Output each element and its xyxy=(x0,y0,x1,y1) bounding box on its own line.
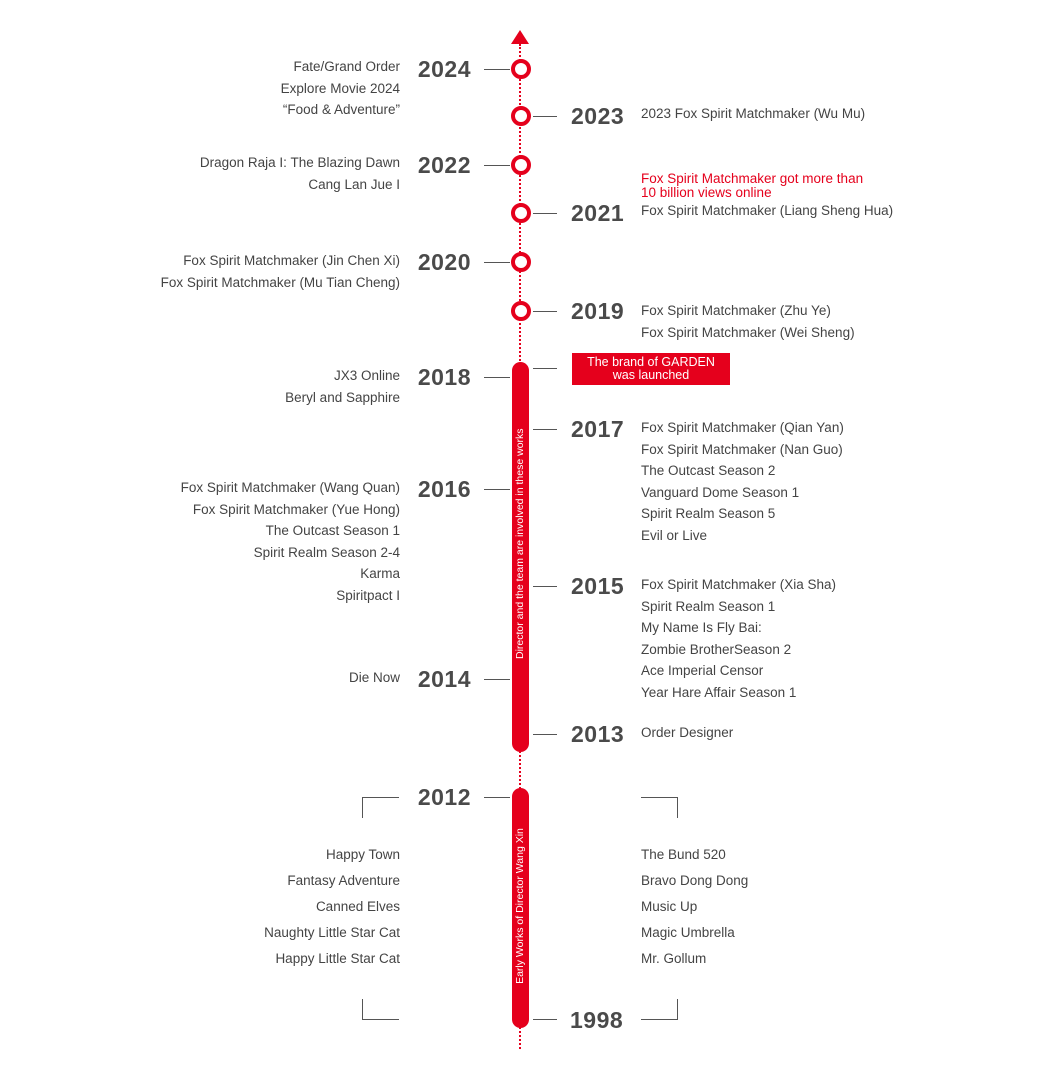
work-item: 2023 Fox Spirit Matchmaker (Wu Mu) xyxy=(641,106,866,121)
work-item: Spiritpact I xyxy=(336,587,400,603)
timeline-node-2021 xyxy=(511,203,531,223)
work-item: Zombie BrotherSeason 2 xyxy=(641,641,792,657)
year-label-2024: 2024 xyxy=(417,56,471,82)
work-item: “Food & Adventure” xyxy=(282,102,400,118)
year-tick-2022 xyxy=(484,165,510,166)
works-list-2019 xyxy=(641,300,981,343)
work-item: Fox Spirit Matchmaker (Yue Hong) xyxy=(192,501,400,517)
year-label-2017: 2017 xyxy=(571,416,625,442)
early-end-tick xyxy=(533,1019,557,1020)
year-label-2013: 2013 xyxy=(571,721,625,747)
early-start-year: 2012 xyxy=(417,784,471,810)
year-tick-2014 xyxy=(484,679,510,680)
works-list-2021 xyxy=(641,200,981,222)
year-label-2022: 2022 xyxy=(417,152,471,178)
work-item: Year Hare Affair Season 1 xyxy=(641,684,797,700)
early-start-tick xyxy=(484,797,510,798)
works-list-2023 xyxy=(641,103,981,125)
bracket-top-left xyxy=(362,797,399,818)
work-item: Fate/Grand Order xyxy=(293,59,400,74)
early-work-item: The Bund 520 xyxy=(641,847,726,862)
early-work-item: Naughty Little Star Cat xyxy=(264,925,400,940)
work-item: Fox Spirit Matchmaker (Wang Quan) xyxy=(180,480,400,495)
work-item: Fox Spirit Matchmaker (Liang Sheng Hua) xyxy=(641,203,894,218)
year-tick-2019 xyxy=(533,311,557,312)
work-item: My Name Is Fly Bai: xyxy=(641,620,762,636)
year-label-2015: 2015 xyxy=(571,573,625,599)
early-end-year: 1998 xyxy=(570,1007,624,1033)
year-tick-2013 xyxy=(533,734,557,735)
work-item: Ace Imperial Censor xyxy=(641,663,764,679)
work-item: Fox Spirit Matchmaker (Jin Chen Xi) xyxy=(183,253,400,268)
year-tick-2020 xyxy=(484,262,510,263)
early-works-right-list xyxy=(641,842,981,972)
works-list-2016 xyxy=(80,477,400,607)
work-item: Karma xyxy=(360,566,400,582)
works-list-2014 xyxy=(80,667,400,689)
works-list-2015 xyxy=(641,574,981,704)
work-item: Fox Spirit Matchmaker (Nan Guo) xyxy=(641,441,843,457)
team-involvement-bar-label: Director and the team are involved in these works xyxy=(514,428,526,659)
year-tick-2015 xyxy=(533,586,557,587)
works-list-2017 xyxy=(641,417,981,547)
year-tick-2018 xyxy=(484,377,510,378)
work-item: The Outcast Season 1 xyxy=(265,523,400,539)
work-item: Order Designer xyxy=(641,725,734,740)
year-tick-2024 xyxy=(484,69,510,70)
brand-launch-tick xyxy=(533,368,557,369)
timeline-node-2019 xyxy=(511,301,531,321)
work-item: Fox Spirit Matchmaker (Mu Tian Cheng) xyxy=(160,274,400,290)
year-label-2019: 2019 xyxy=(571,298,625,324)
year-tick-2016 xyxy=(484,489,510,490)
views-milestone-note: Fox Spirit Matchmaker got more than 10 billion views online xyxy=(641,171,864,200)
works-list-2022 xyxy=(80,152,400,195)
year-tick-2021 xyxy=(533,213,557,214)
bracket-bottom-left xyxy=(362,999,399,1020)
bracket-bottom-right xyxy=(641,999,678,1020)
timeline-node-2024 xyxy=(511,59,531,79)
work-item: The Outcast Season 2 xyxy=(641,463,776,479)
early-work-item: Magic Umbrella xyxy=(641,925,735,940)
timeline-node-2020 xyxy=(511,252,531,272)
early-works-bar-label: Early Works of Director Wang Xin xyxy=(514,828,526,984)
works-list-2018 xyxy=(80,365,400,408)
year-tick-2023 xyxy=(533,116,557,117)
early-work-item: Fantasy Adventure xyxy=(287,873,400,888)
work-item: Spirit Realm Season 5 xyxy=(641,506,776,522)
early-work-item: Bravo Dong Dong xyxy=(641,873,749,888)
work-item: Evil or Live xyxy=(641,527,708,543)
work-item: Beryl and Sapphire xyxy=(285,389,400,405)
work-item: Fox Spirit Matchmaker (Xia Sha) xyxy=(641,577,837,592)
year-label-2020: 2020 xyxy=(417,249,471,275)
year-tick-2017 xyxy=(533,429,557,430)
works-list-2013 xyxy=(641,722,981,744)
year-label-2016: 2016 xyxy=(417,476,471,502)
early-work-item: Canned Elves xyxy=(315,899,400,914)
work-item: Fox Spirit Matchmaker (Qian Yan) xyxy=(641,420,844,435)
work-item: Spirit Realm Season 1 xyxy=(641,598,776,614)
work-item: Dragon Raja I: The Blazing Dawn xyxy=(199,155,400,170)
works-list-2024 xyxy=(80,56,400,121)
brand-launch-badge: The brand of GARDEN was launched xyxy=(572,353,730,385)
early-work-item: Happy Town xyxy=(325,847,400,862)
year-label-2023: 2023 xyxy=(571,103,625,129)
work-item: Die Now xyxy=(348,670,400,685)
work-item: Spirit Realm Season 2-4 xyxy=(253,544,400,560)
early-work-item: Music Up xyxy=(641,899,698,914)
early-work-item: Mr. Gollum xyxy=(641,951,707,966)
work-item: Vanguard Dome Season 1 xyxy=(641,484,800,500)
work-item: Fox Spirit Matchmaker (Wei Sheng) xyxy=(641,324,855,340)
early-works-left-list xyxy=(80,842,400,972)
year-label-2018: 2018 xyxy=(417,364,471,390)
timeline-arrow-icon xyxy=(511,30,529,44)
year-label-2014: 2014 xyxy=(417,666,471,692)
work-item: JX3 Online xyxy=(333,368,400,383)
bracket-top-right xyxy=(641,797,678,818)
timeline-node-2023 xyxy=(511,106,531,126)
early-work-item: Happy Little Star Cat xyxy=(275,951,400,966)
timeline-node-2022 xyxy=(511,155,531,175)
work-item: Cang Lan Jue I xyxy=(308,176,400,192)
works-list-2020 xyxy=(80,250,400,293)
year-label-2021: 2021 xyxy=(571,200,625,226)
work-item: Fox Spirit Matchmaker (Zhu Ye) xyxy=(641,303,831,318)
work-item: Explore Movie 2024 xyxy=(280,80,400,96)
